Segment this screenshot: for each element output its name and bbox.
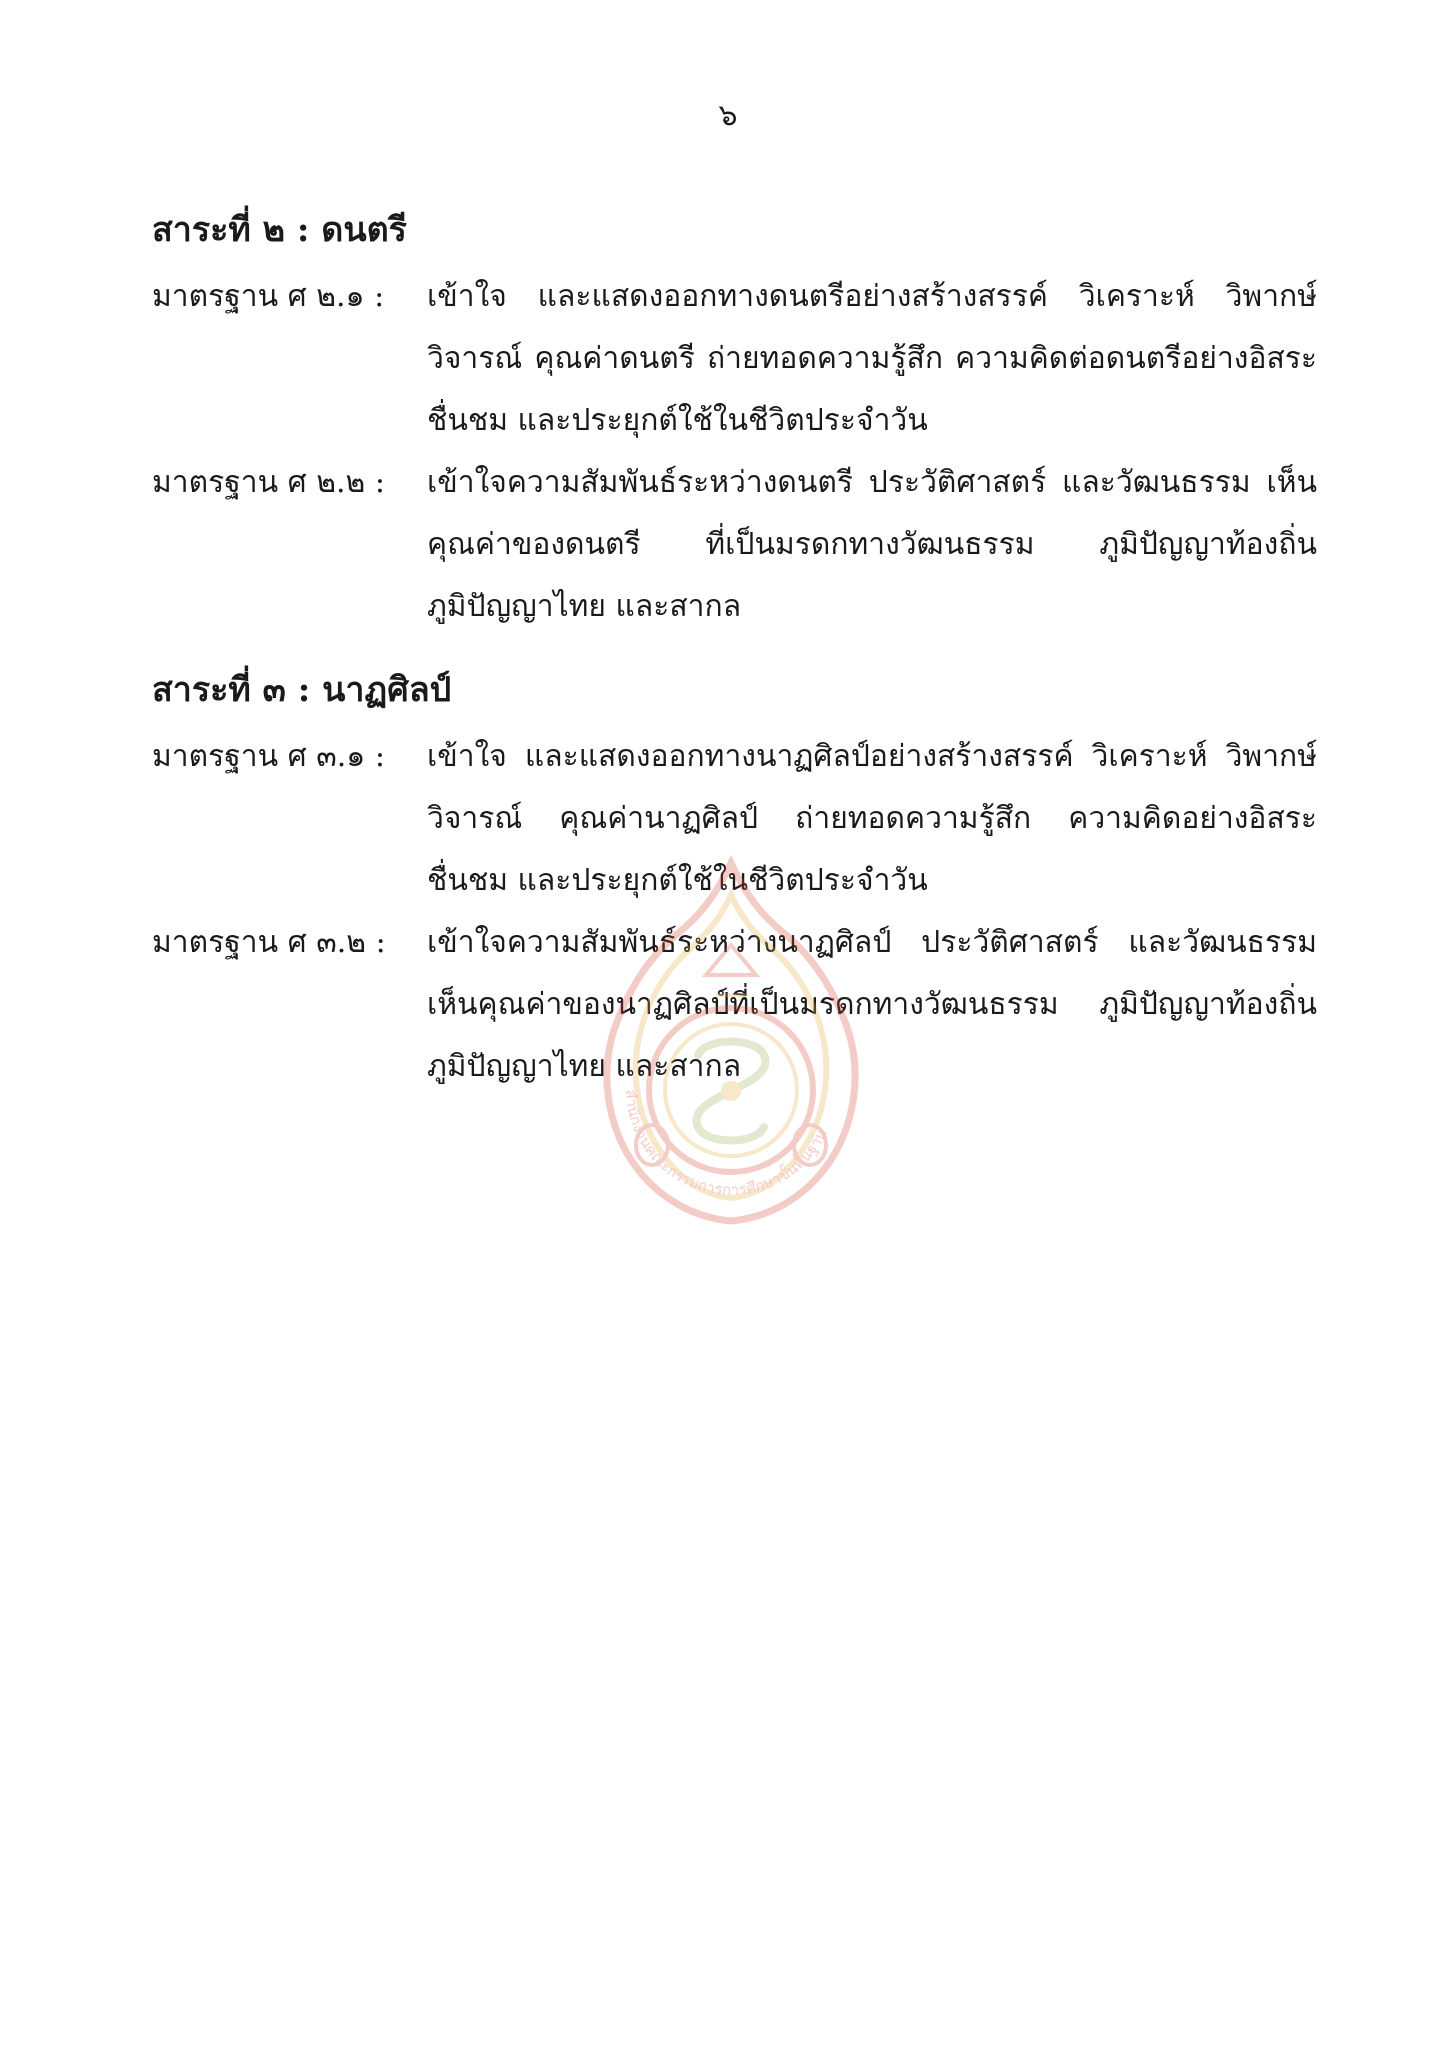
standard-label: มาตรฐาน ศ ๒.๑ : xyxy=(152,279,385,314)
standard-text: เข้าใจ และแสดงออกทางนาฏศิลป์อย่างสร้างสรรค์ วิเคราะห์ วิพากษ์วิจารณ์ คุณค่านาฏศิลป์ ถ่ายทอดความรู้สึก ความคิดอย่างอิสระ ชื่นชม และประยุกต์ใช้ในชีวิตประจำวัน xyxy=(427,739,1317,898)
ministry-emblem-watermark-icon xyxy=(586,855,876,1225)
standard-label: มาตรฐาน ศ ๓.๒ : xyxy=(152,925,386,960)
watermark-ring-text: สำนักงานคณะกรรมการการศึกษาขั้นพื้นฐาน xyxy=(621,1088,831,1200)
standard-2-1 xyxy=(152,266,1317,452)
standard-text: เข้าใจ และแสดงออกทางดนตรีอย่างสร้างสรรค์ วิเคราะห์ วิพากษ์วิจารณ์ คุณค่าดนตรี ถ่ายทอดความรู้สึก ความคิดต่อดนตรีอย่างอิสระ ชื่นชม และประยุกต์ใช้ในชีวิตประจำวัน xyxy=(427,279,1317,438)
page-number: ๖ xyxy=(718,98,738,133)
standard-label: มาตรฐาน ศ ๓.๑ : xyxy=(152,739,385,774)
standard-text: เข้าใจความสัมพันธ์ระหว่างนาฏศิลป์ ประวัติศาสตร์ และวัฒนธรรม เห็นคุณค่าของนาฏศิลป์ที่เป็นมรดกทางวัฒนธรรม ภูมิปัญญาท้องถิ่น ภูมิปัญญาไทย และสากล xyxy=(427,925,1317,1084)
standard-2-2 xyxy=(152,452,1317,638)
section-heading-music: สาระที่ ๒ : ดนตรี xyxy=(152,210,407,250)
standard-text: เข้าใจความสัมพันธ์ระหว่างดนตรี ประวัติศาสตร์ และวัฒนธรรม เห็นคุณค่าของดนตรี ที่เป็นมรดกทางวัฒนธรรม ภูมิปัญญาท้องถิ่น ภูมิปัญญาไทย และสากล xyxy=(427,465,1317,624)
section-heading-dance: สาระที่ ๓ : นาฏศิลป์ xyxy=(152,670,452,710)
standard-label: มาตรฐาน ศ ๒.๒ : xyxy=(152,465,385,500)
